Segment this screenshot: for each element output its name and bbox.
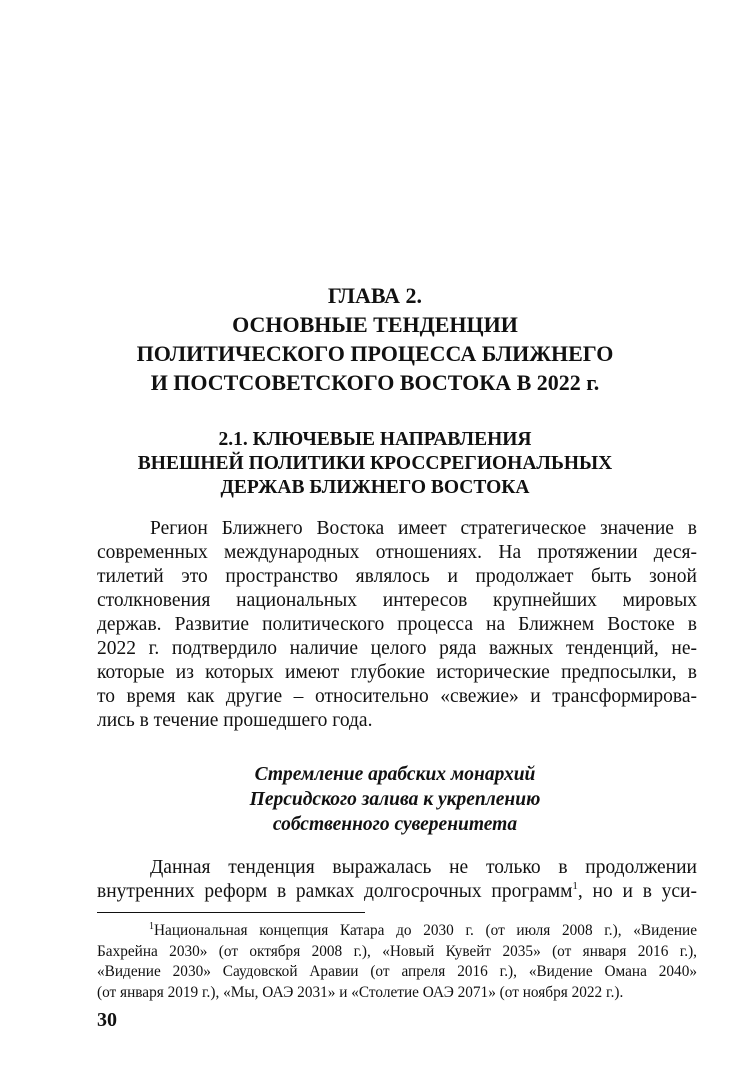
footnote: [97, 921, 697, 1003]
footnote-line: [97, 921, 697, 942]
subheading-line: Персидского залива к укреплению: [249, 789, 541, 810]
chapter-heading-line: И ПОСТСОВЕТСКОГО ВОСТОКА В 2022 г.: [150, 370, 600, 395]
paragraph-text: внутренних реформ в рамках долгосрочных программ: [97, 881, 573, 902]
paragraph-line: [97, 880, 697, 904]
italic-subheading: [0, 762, 750, 837]
body-paragraph-2: [97, 856, 697, 904]
footnote-line: «Видение 2030» Саудовской Аравии (от апреля 2016 г.), «Видение Омана 2040»: [97, 963, 697, 980]
section-heading-line: 2.1. КЛЮЧЕВЫЕ НАПРАВЛЕНИЯ: [218, 429, 532, 450]
paragraph-line: современных международных отношениях. На протяжении деся-: [97, 542, 697, 563]
subheading-line: Стремление арабских монархий: [254, 764, 536, 785]
paragraph-line: Данная тенденция выражалась не только в продолжении: [150, 857, 697, 878]
paragraph-line: тилетий это пространство являлось и продолжает быть зоной: [97, 566, 697, 587]
chapter-heading-line: ОСНОВНЫЕ ТЕНДЕНЦИИ: [232, 312, 518, 337]
page-number: 30: [97, 1009, 117, 1031]
chapter-heading-line: ГЛАВА 2.: [327, 283, 423, 308]
footnote-mark: 1: [149, 921, 154, 932]
footnote-line: Бахрейна 2030» (от октября 2008 г.), «Новый Кувейт 2035» (от января 2016 г.),: [97, 942, 697, 960]
footnote-separator: [97, 912, 365, 913]
paragraph-line: Регион Ближнего Востока имеет стратегическое значение в: [150, 518, 697, 539]
footnote-reference[interactable]: 1: [572, 880, 578, 892]
chapter-heading: [0, 281, 750, 397]
footnote-text: Национальная концепция Катара до 2030 г. (от июля 2008 г.), «Видение: [154, 922, 697, 939]
chapter-heading-line: ПОЛИТИЧЕСКОГО ПРОЦЕССА БЛИЖНЕГО: [136, 341, 614, 366]
section-heading: [0, 428, 750, 500]
body-paragraph-1: [97, 517, 697, 733]
paragraph-line: держав. Развитие политического процесса на Ближнем Востоке в: [97, 614, 697, 635]
paragraph-line: столкновения национальных интересов крупнейших мировых: [97, 590, 697, 611]
paragraph-line: то время как другие – относительно «свежие» и трансформирова-: [97, 686, 697, 707]
section-heading-line: ВНЕШНЕЙ ПОЛИТИКИ КРОССРЕГИОНАЛЬНЫХ: [137, 453, 613, 474]
paragraph-line: которые из которых имеют глубокие исторические предпосылки, в: [97, 662, 697, 683]
paragraph-line: лись в течение прошедшего года.: [97, 710, 373, 731]
paragraph-text: , но и в уси-: [577, 881, 697, 902]
paragraph-line: 2022 г. подтвердило наличие целого ряда важных тенденций, не-: [97, 638, 697, 659]
subheading-line: собственного суверенитета: [272, 814, 518, 835]
section-heading-line: ДЕРЖАВ БЛИЖНЕГО ВОСТОКА: [220, 477, 530, 498]
footnote-line: (от января 2019 г.), «Мы, ОАЭ 2031» и «Столетие ОАЭ 2071» (от ноября 2022 г.).: [97, 983, 624, 1001]
